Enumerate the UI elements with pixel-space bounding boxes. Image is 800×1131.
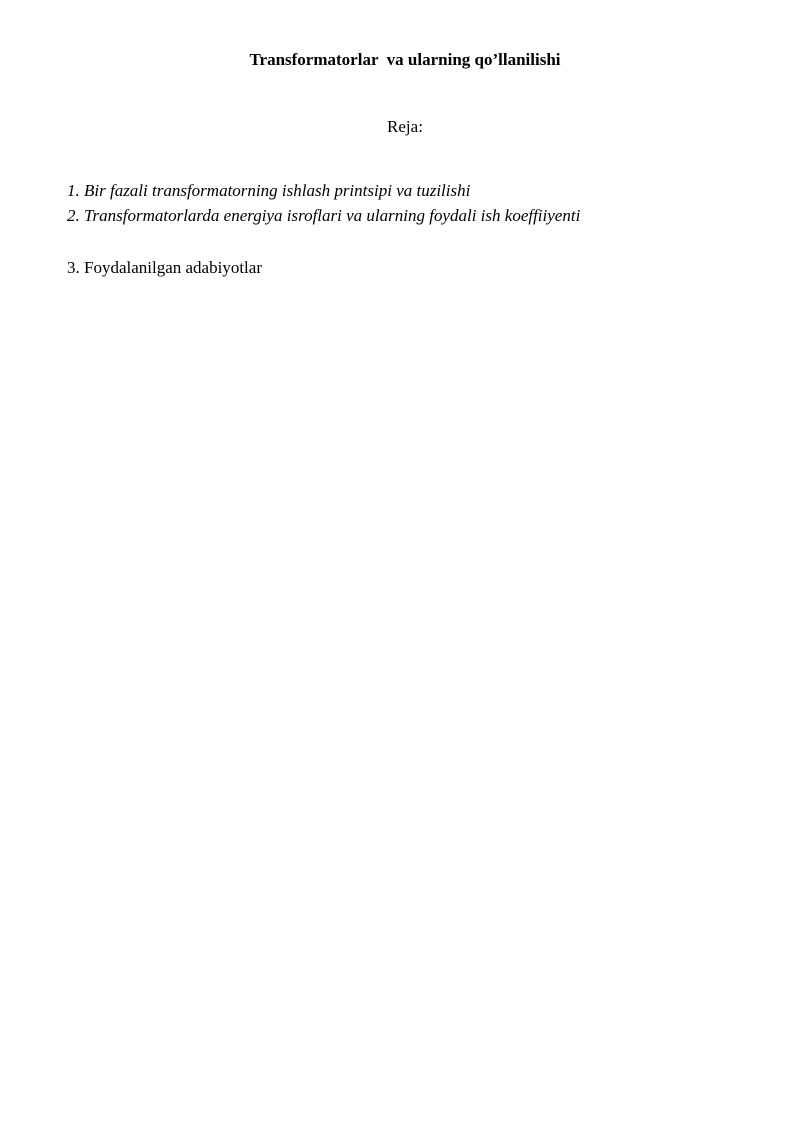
- plan-heading: Reja:: [387, 117, 423, 136]
- plan-item-3: 3. Foydalanilgan adabiyotlar: [67, 258, 262, 277]
- plan-item-1: 1. Bir fazali transformatorning ishlash printsipi va tuzilishi: [67, 181, 471, 200]
- document-title: Transformatorlar va ularning qo’llanilishi: [249, 50, 561, 69]
- plan-item-2: 2. Transformatorlarda energiya isroflari va ularning foydali ish koeffiiyenti: [67, 206, 581, 225]
